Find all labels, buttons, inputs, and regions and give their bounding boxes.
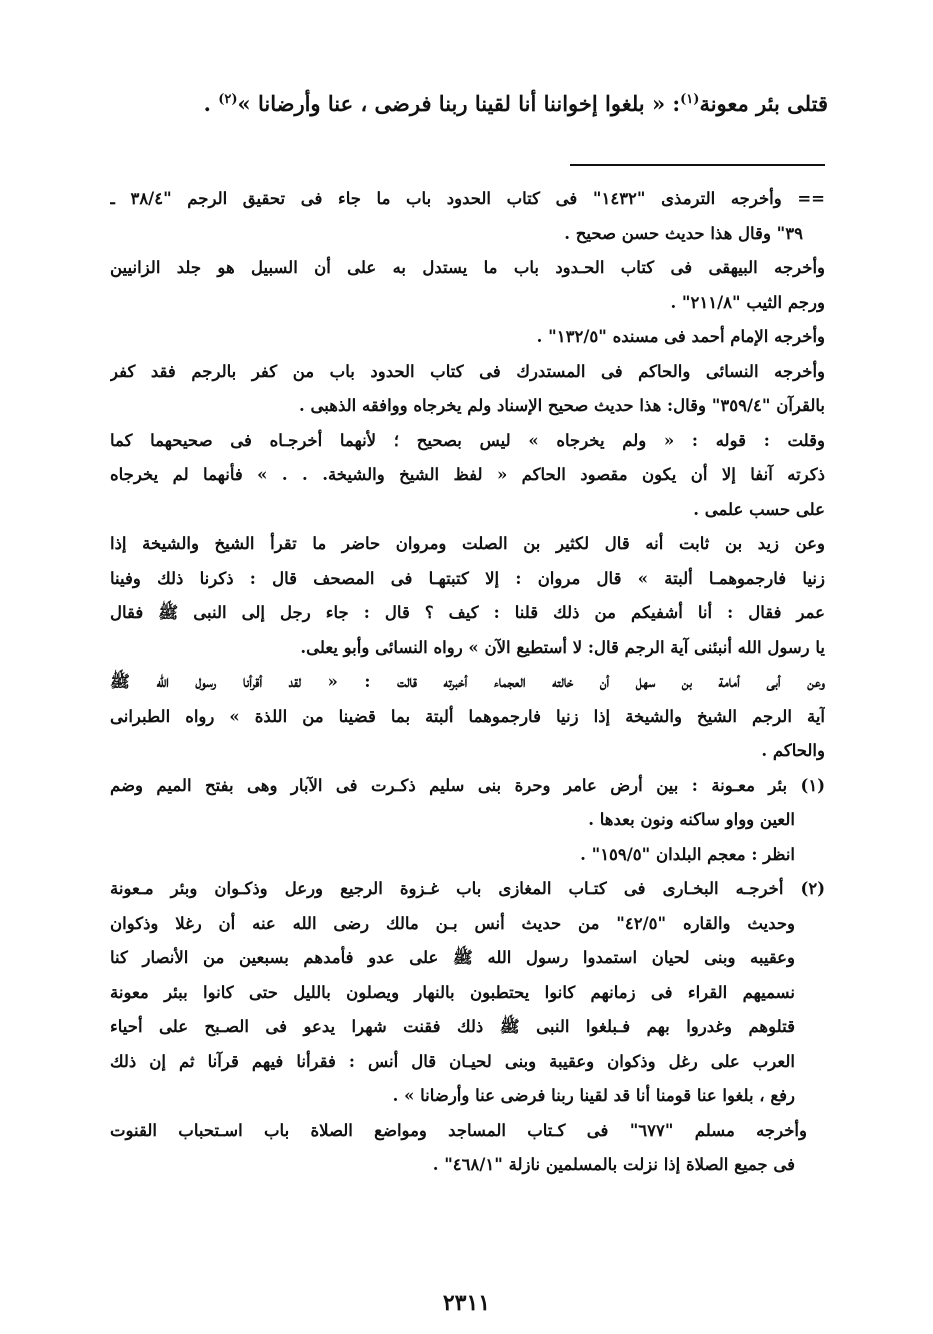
footnote-line: وأخرجه مسلم "٦٧٧" فى كـتاب المساجد ومواضع الصلاة باب اسـتحباب القنوت xyxy=(110,1120,807,1140)
footnote-separator xyxy=(570,164,825,166)
main-text-start: قتلى بئر معونة xyxy=(699,91,828,116)
footnote-line: بالقرآن "٣٥٩/٤" وقال: هذا حديث صحيح الإسناد ولم يخرجاه ووافقه الذهبى . xyxy=(299,396,825,415)
footnote-line: آية الرجم الشيخ والشيخة إذا زنيا فارجموهما ألبتة بما قضينا من اللذة » رواه الطبرانى xyxy=(110,706,825,726)
footnote-line: وعن زيد بن ثابت أنه قال لكثير بن الصلت ومروان حاضر ما تقرأ الشيخ والشيخة إذا xyxy=(110,534,825,553)
footnote-line: والحاكم . xyxy=(761,741,825,760)
main-text-end: . xyxy=(203,91,219,116)
footnote-line: == وأخرجه الترمذى "١٤٣٢" فى كتاب الحدود باب ما جاء فى تحقيق الرجم "٣٨/٤ ـ xyxy=(110,189,825,208)
main-text-quote: : « بلغوا إخواننا أنا لقينا ربنا فرضى ، عنا وأرضانا » xyxy=(237,91,681,116)
footnote-line: نسميهم القراء فى زمانهم كانوا يحتطبون بالنهار ويصلون بالليل حتى كانوا ببئر معونة xyxy=(110,982,795,1002)
footnote-line: وعقيبه وبنى لحيان استمدوا رسول الله ﷺ على عدو فأمدهم بسبعين من الأنصار كنا xyxy=(110,948,795,967)
footnote-line: وعن أبى أمامة بن سهل أن خالته العجماء أخبرته قالت : « لقد أقرأنا رسول الله ﷺ xyxy=(110,672,825,691)
footnotes-block xyxy=(110,182,825,1183)
footnote-line: العين وواو ساكنه ونون بعدها . xyxy=(588,810,795,829)
footnote-marker-2: (٢) xyxy=(218,92,238,107)
footnote-line: ورجم الثيب "٢١١/٨" . xyxy=(670,292,825,312)
footnote-line: وأخرجه الإمام أحمد فى مسنده "١٣٢/٥" . xyxy=(536,327,825,346)
footnote-line: زنيا فارجموهمـا ألبتة » قال مروان : إلا كتبتهـا فى المصحف قال : ذكرنا ذلك وفينا xyxy=(110,568,825,588)
footnote-line: رفع ، بلغوا عنا قومنا أنا قد لقينا ربنا فرضى عنا وأرضانا » . xyxy=(392,1086,795,1105)
footnote-line: عمر فقال : أنا أشفيكم من ذلك قلنا : كيف ؟ قال : جاء رجل إلى النبى ﷺ فقال xyxy=(110,603,825,622)
footnote-line: انظر : معجم البلدان "١٥٩/٥" . xyxy=(580,844,795,864)
footnote-line: (٢) أخرجـه البخـارى فى كتـاب المغازى باب غـزوة الرجيع ورعل وذكـوان وبئر مـعونة xyxy=(110,879,825,898)
footnote-line: ذكرته آنفا إلا أن يكون مقصود الحاكم « لفظ الشيخ والشيخة. . . » فأنهما لم يخرجاه xyxy=(110,465,825,484)
footnote-line: ٣٩" وقال هذا حديث حسن صحيح . xyxy=(564,223,803,243)
footnote-line: قتلوهم وغدروا بهم فـبلغوا النبى ﷺ ذلك فقنت شهرا يدعو فى الصـبح على أحياء xyxy=(110,1017,795,1036)
footnote-line: فى جميع الصلاة إذا نزلت بالمسلمين نازلة "٤٦٨/١" . xyxy=(432,1155,795,1174)
footnote-line: وأخرجه النسائى والحاكم فى المستدرك فى كتاب الحدود باب من كفر بالرجم فقد كفر xyxy=(110,361,825,381)
footnote-line: وقلت : قوله : « ولم يخرجاه » ليس بصحيح ؛ لأنهما أخرجـاه فى صحيحهما كما xyxy=(110,430,825,450)
footnote-line: (١) بئر معـونة : بين أرض عامر وحرة بنى سليم ذكـرت فى الآبار وهى بفتح الميم وضم xyxy=(110,775,825,795)
footnote-line: يا رسول الله أنبئنى آية الرجم قال: لا أستطيع الآن » رواه النسائى وأبو يعلى. xyxy=(300,637,825,657)
footnote-line: وأخرجه البيهقى فى كتاب الحـدود باب ما يستدل به على أن السبيل هو جلد الزانيين xyxy=(110,258,825,277)
main-text-line xyxy=(100,84,828,124)
page-number: ٢٣١١ xyxy=(442,1290,491,1316)
footnote-line: العرب على رغل وذكوان وعقيبة وبنى لحيـان قال أنس : فقرأنا فيهم قرآنا ثم إن ذلك xyxy=(110,1051,795,1071)
footnote-marker-1: (١) xyxy=(680,92,700,107)
footnote-line: على حسب علمى . xyxy=(693,499,825,519)
footnote-line: وحديث والقاره "٤٢/٥" من حديث أنس بـن مالك رضى الله عنه أن رغلا وذكوان xyxy=(110,913,795,933)
